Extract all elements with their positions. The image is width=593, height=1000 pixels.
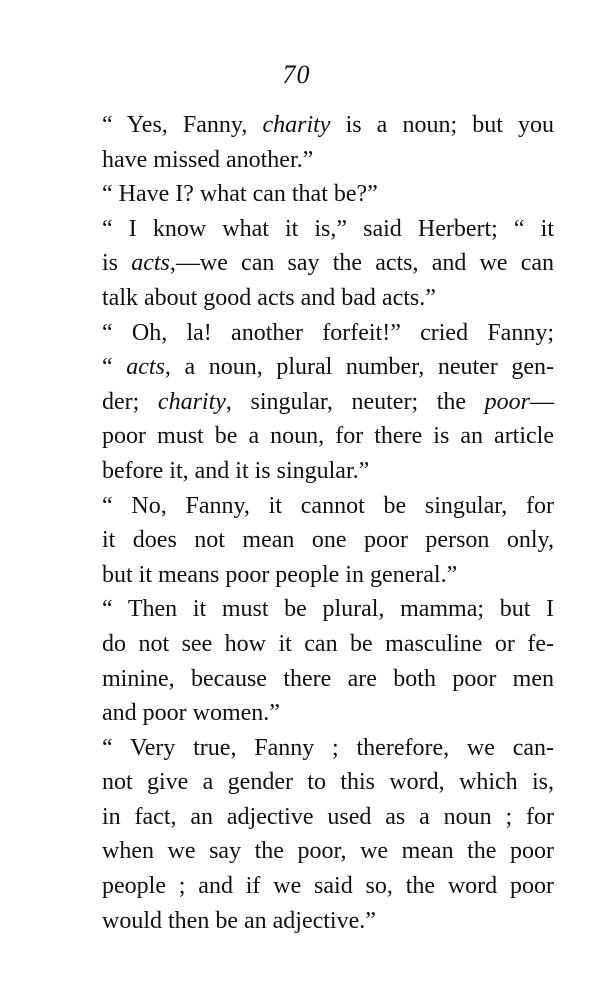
text-line: have missed another.” [102, 146, 314, 173]
text-line: “ Very true, Fanny ; therefore, we can- [102, 734, 554, 761]
text-line: it does not mean one poor person only, [102, 527, 554, 554]
text-line: “ Then it must be plural, mamma; but I [102, 596, 554, 623]
text-line: and poor women.” [102, 700, 280, 727]
paragraph [76, 592, 554, 730]
paragraph [76, 177, 554, 212]
text-line: before it, and it is singular.” [102, 457, 370, 484]
text-line: poor must be a noun, for there is an article [102, 423, 554, 450]
text-line: not give a gender to this word, which is, [102, 769, 554, 796]
paragraph [76, 489, 554, 593]
text-line: “ acts, a noun, plural number, neuter gen- [102, 354, 555, 381]
paragraph [76, 731, 554, 939]
text-line: people ; and if we said so, the word poor [102, 873, 554, 900]
italic-word: charity [157, 388, 226, 415]
paragraph [76, 212, 554, 316]
italic-word: poor [484, 388, 530, 415]
text-line: in fact, an adjective used as a noun ; for [102, 803, 554, 830]
text-line: “ Have I? what can that be?” [102, 181, 378, 208]
text-line: “ Yes, Fanny, charity is a noun; but you [102, 112, 555, 138]
text-line: “ I know what it is,” said Herbert; “ it [102, 215, 554, 242]
text-line: “ Oh, la! another forfeit!” cried Fanny; [102, 319, 554, 346]
paragraph [76, 316, 554, 489]
italic-word: charity [262, 112, 331, 138]
text-line: do not see how it can be masculine or fe- [102, 630, 554, 657]
text-line: “ No, Fanny, it cannot be singular, for [102, 492, 554, 519]
italic-word: acts [131, 250, 170, 277]
text-line: would then be an adjective.” [102, 907, 376, 934]
text-line: when we say the poor, we mean the poor [102, 838, 554, 865]
text-line: is acts,—we can say the acts, and we can [102, 250, 555, 277]
body-text [76, 108, 554, 938]
text-line: minine, because there are both poor men [102, 665, 554, 692]
page-number: 70 [282, 60, 311, 89]
italic-word: acts [126, 354, 165, 381]
text-line: der; charity, singular, neuter; the poor— [102, 388, 554, 415]
paragraph [76, 108, 554, 177]
text-line: but it means poor people in general.” [102, 561, 458, 588]
text-line: talk about good acts and bad acts.” [102, 284, 436, 311]
